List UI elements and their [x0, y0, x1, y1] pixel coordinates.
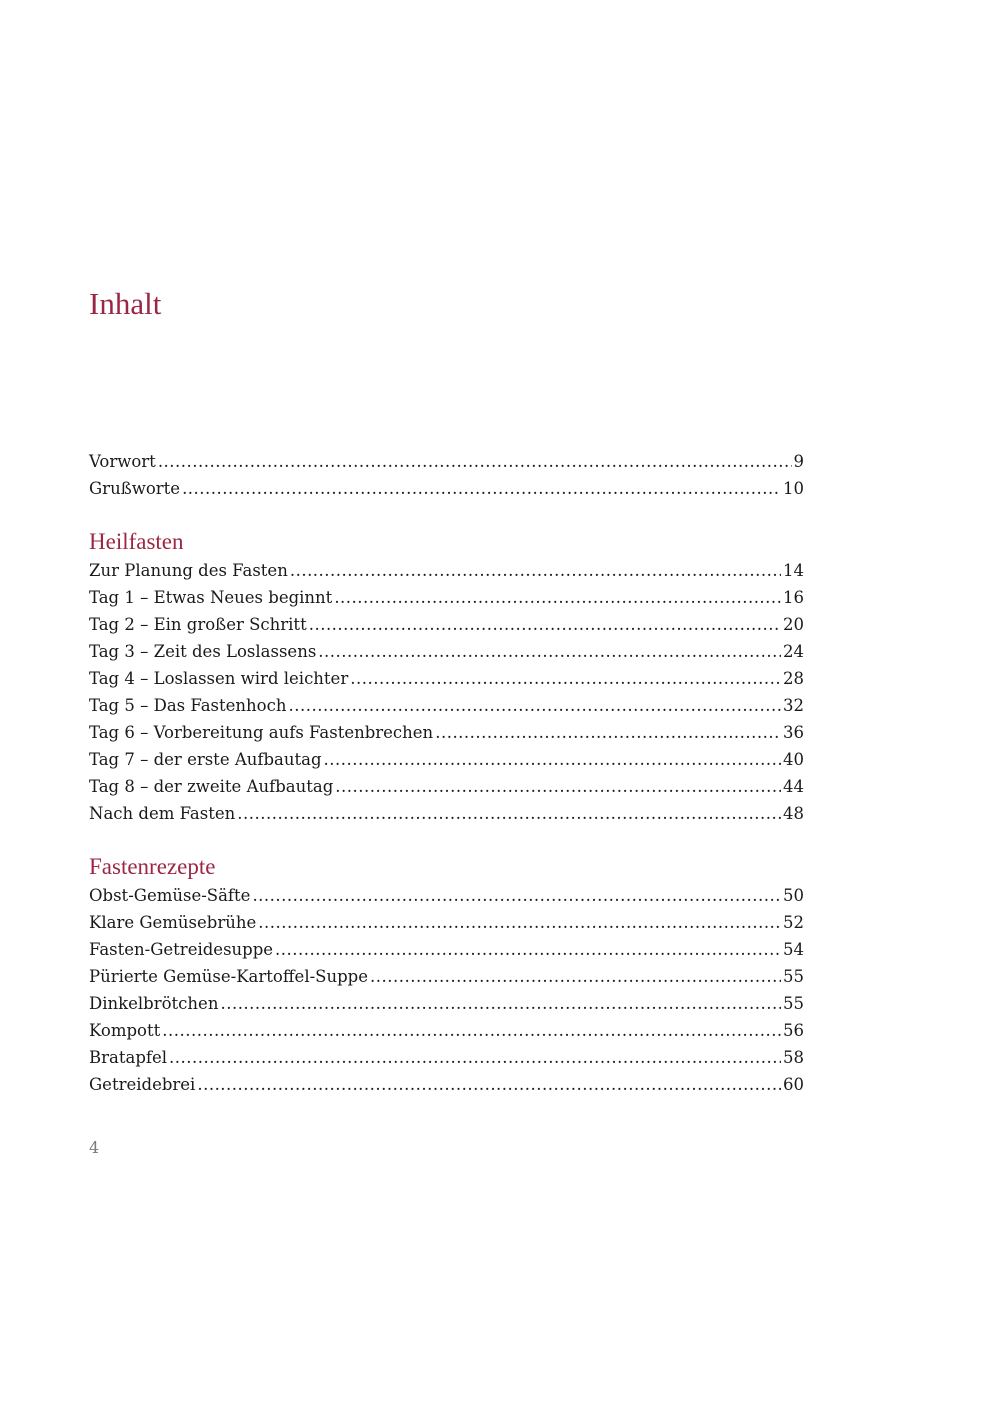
- toc-entry[interactable]: [89, 746, 804, 773]
- toc-entry[interactable]: [89, 692, 804, 719]
- toc-entry-label: Zur Planung des Fasten: [89, 561, 288, 580]
- dot-leader: [370, 963, 781, 990]
- dot-leader: [435, 719, 781, 746]
- toc-entry[interactable]: [89, 1017, 804, 1044]
- toc-entry-page: 10: [783, 479, 804, 498]
- toc-entry[interactable]: [89, 909, 804, 936]
- toc-entry-label: Getreidebrei: [89, 1075, 196, 1094]
- toc-section: [89, 852, 804, 1098]
- toc-entry-label: Klare Gemüsebrühe: [89, 913, 257, 932]
- dot-leader: [309, 611, 781, 638]
- toc-entry[interactable]: [89, 800, 804, 827]
- toc-entry[interactable]: [89, 773, 804, 800]
- toc-entry[interactable]: [89, 1071, 804, 1098]
- page-number: 4: [89, 1138, 100, 1157]
- toc-entry-page: 60: [783, 1075, 804, 1094]
- dot-leader: [182, 475, 781, 502]
- toc-entry-label: Tag 1 – Etwas Neues beginnt: [89, 588, 333, 607]
- table-of-contents: [89, 448, 804, 1098]
- toc-entry-label: Kompott: [89, 1021, 161, 1040]
- toc-entry-page: 14: [783, 561, 804, 580]
- dot-leader: [237, 800, 781, 827]
- toc-entry[interactable]: [89, 665, 804, 692]
- toc-entry-page: 20: [783, 615, 804, 634]
- toc-entry-label: Grußworte: [89, 479, 181, 498]
- dot-leader: [258, 909, 781, 936]
- toc-section: [89, 448, 804, 502]
- toc-entry[interactable]: [89, 638, 804, 665]
- toc-entry[interactable]: [89, 584, 804, 611]
- toc-entry-label: Tag 4 – Loslassen wird leichter: [89, 669, 349, 688]
- toc-entry-page: 58: [783, 1048, 804, 1067]
- toc-entry[interactable]: [89, 882, 804, 909]
- dot-leader: [324, 746, 781, 773]
- toc-entry-page: 40: [783, 750, 804, 769]
- toc-section: [89, 527, 804, 827]
- section-heading: Fastenrezepte: [89, 854, 216, 879]
- toc-entry[interactable]: [89, 448, 804, 475]
- dot-leader: [220, 990, 781, 1017]
- toc-entry[interactable]: [89, 557, 804, 584]
- toc-entry-page: 54: [783, 940, 804, 959]
- toc-entry-page: 52: [783, 913, 804, 932]
- dot-leader: [169, 1044, 781, 1071]
- toc-entry-label: Fasten-Getreidesuppe: [89, 940, 274, 959]
- toc-entry-label: Tag 2 – Ein großer Schritt: [89, 615, 307, 634]
- toc-entry-page: 24: [783, 642, 804, 661]
- dot-leader: [335, 773, 781, 800]
- toc-entry[interactable]: [89, 936, 804, 963]
- toc-entry-page: 16: [783, 588, 804, 607]
- toc-entry-page: 9: [793, 452, 804, 471]
- dot-leader: [350, 665, 781, 692]
- dot-leader: [290, 557, 781, 584]
- dot-leader: [162, 1017, 781, 1044]
- section-heading: Heilfasten: [89, 529, 184, 554]
- toc-entry[interactable]: [89, 963, 804, 990]
- toc-entry-page: 50: [783, 886, 804, 905]
- toc-entry-page: 44: [783, 777, 804, 796]
- toc-entry[interactable]: [89, 475, 804, 502]
- toc-entry-label: Tag 7 – der erste Aufbautag: [89, 750, 322, 769]
- dot-leader: [275, 936, 781, 963]
- toc-entry-page: 32: [783, 696, 804, 715]
- toc-entry-label: Vorwort: [89, 452, 156, 471]
- toc-entry-label: Tag 5 – Das Fastenhoch: [89, 696, 287, 715]
- toc-entry-page: 48: [783, 804, 804, 823]
- dot-leader: [318, 638, 781, 665]
- toc-entry[interactable]: [89, 990, 804, 1017]
- toc-entry-label: Obst-Gemüse-Säfte: [89, 886, 251, 905]
- toc-entry[interactable]: [89, 719, 804, 746]
- toc-entry-label: Pürierte Gemüse-Kartoffel-Suppe: [89, 967, 368, 986]
- toc-entry-page: 28: [783, 669, 804, 688]
- toc-entry-label: Tag 6 – Vorbereitung aufs Fastenbrechen: [89, 723, 434, 742]
- toc-entry-page: 55: [783, 967, 804, 986]
- toc-entry-page: 56: [783, 1021, 804, 1040]
- toc-entry-label: Tag 8 – der zweite Aufbautag: [89, 777, 334, 796]
- toc-entry-page: 55: [783, 994, 804, 1013]
- toc-entry[interactable]: [89, 1044, 804, 1071]
- toc-entry-page: 36: [783, 723, 804, 742]
- toc-entry-label: Nach dem Fasten: [89, 804, 236, 823]
- dot-leader: [334, 584, 781, 611]
- toc-entry-label: Dinkelbrötchen: [89, 994, 219, 1013]
- dot-leader: [158, 448, 792, 475]
- dot-leader: [197, 1071, 781, 1098]
- toc-entry-label: Tag 3 – Zeit des Loslassens: [89, 642, 317, 661]
- dot-leader: [288, 692, 781, 719]
- dot-leader: [252, 882, 781, 909]
- toc-entry[interactable]: [89, 611, 804, 638]
- toc-entry-label: Bratapfel: [89, 1048, 168, 1067]
- page-title: Inhalt: [89, 286, 162, 321]
